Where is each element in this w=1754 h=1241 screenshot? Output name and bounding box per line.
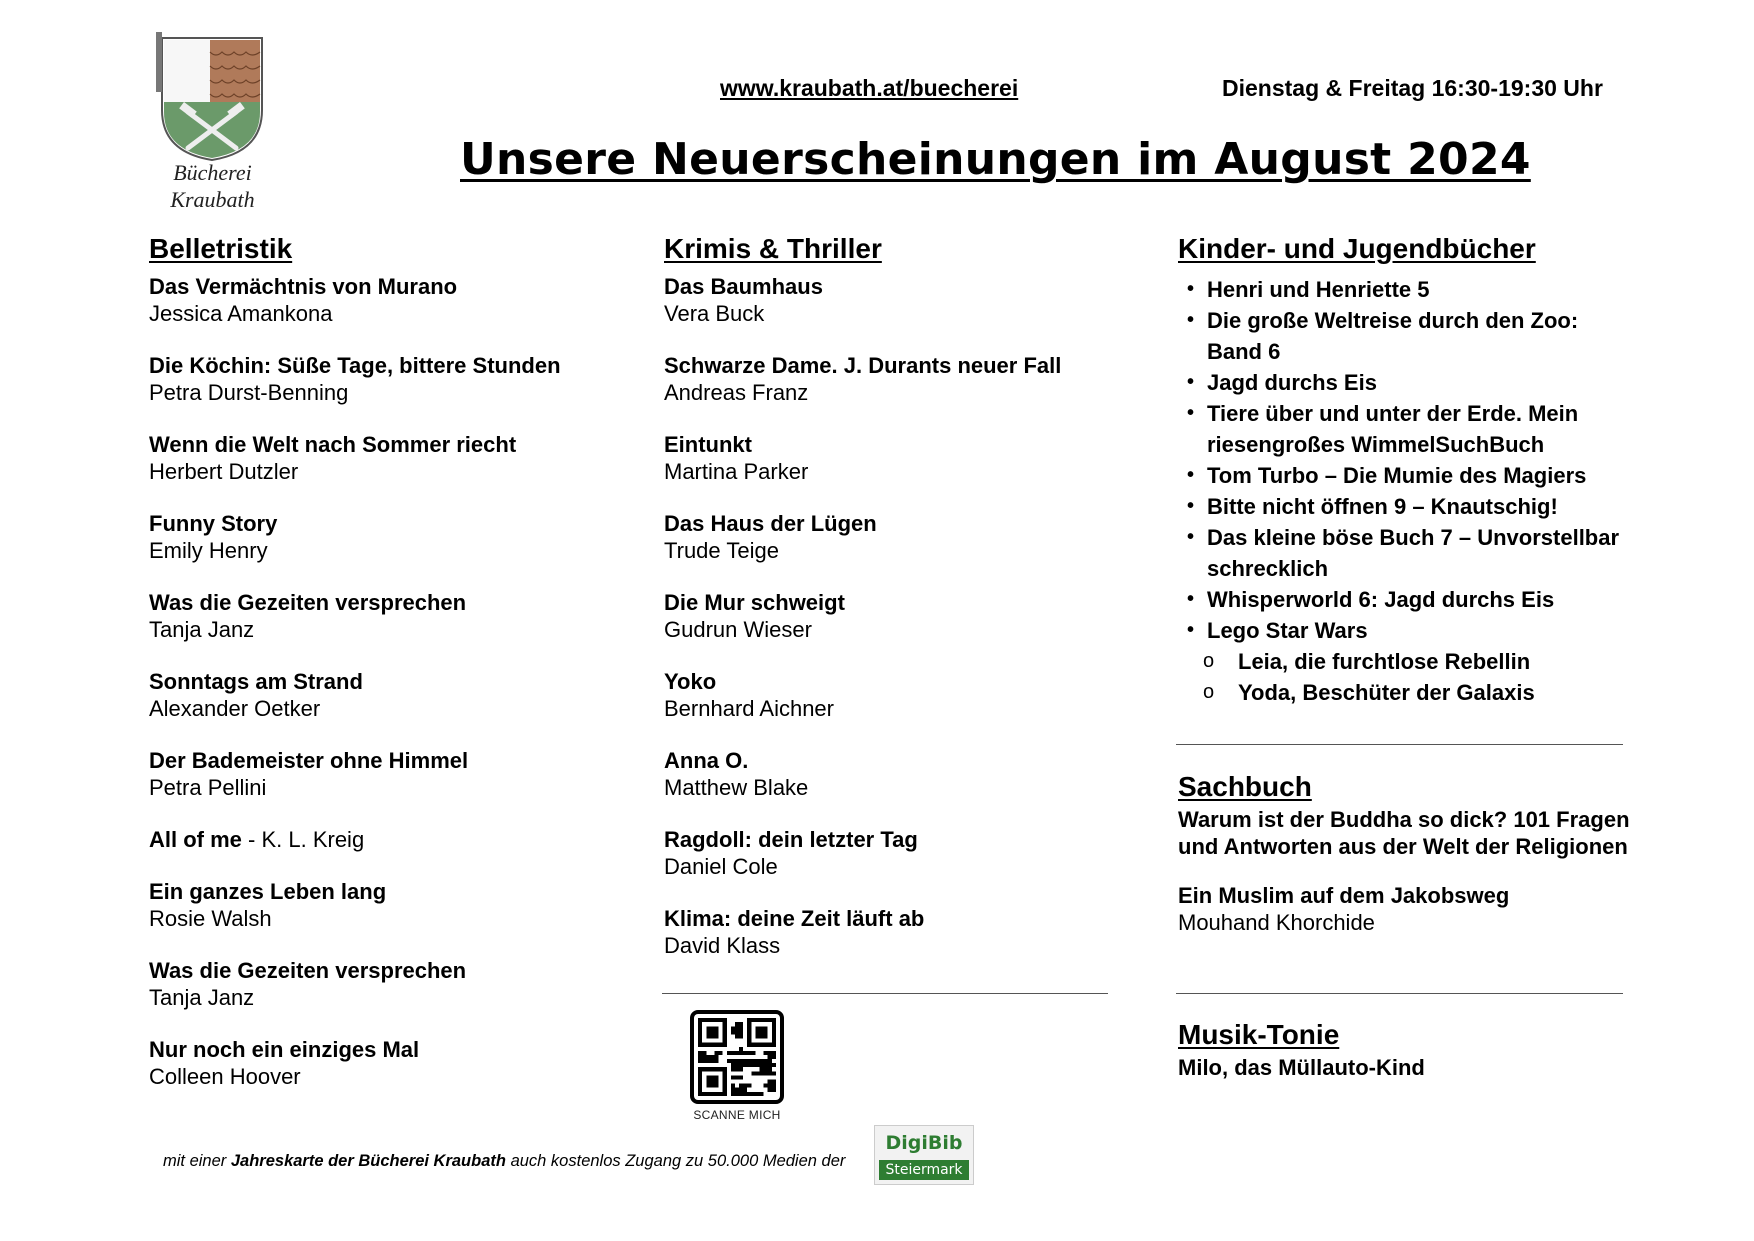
book-title-text: All of me bbox=[149, 827, 242, 852]
book-title: Sonntags am Strand bbox=[149, 669, 363, 694]
book-author: David Klass bbox=[664, 933, 781, 958]
book-author: Petra Durst-Benning bbox=[149, 380, 349, 405]
qr-caption: SCANNE MICH bbox=[693, 1108, 781, 1122]
section-krimis bbox=[664, 232, 1124, 985]
coat-of-arms-icon bbox=[150, 30, 275, 165]
book-title: Ein Muslim auf dem Jakobsweg bbox=[1178, 883, 1510, 908]
circle-bullet-icon: o bbox=[1203, 681, 1215, 703]
book-author: Trude Teige bbox=[664, 538, 779, 563]
book-entry bbox=[664, 827, 1124, 880]
footer-note bbox=[163, 1152, 845, 1171]
book-list bbox=[1178, 274, 1628, 708]
book-author: Tanja Janz bbox=[149, 617, 255, 642]
sub-list-item bbox=[1178, 646, 1628, 677]
book-entry bbox=[149, 958, 629, 1011]
book-entry bbox=[149, 590, 629, 643]
book-title: Schwarze Dame. J. Durants neuer Fall bbox=[664, 353, 1062, 378]
book-title: Das Vermächtnis von Murano bbox=[149, 274, 458, 299]
qr-code[interactable] bbox=[690, 1010, 784, 1104]
book-author: Matthew Blake bbox=[664, 775, 809, 800]
book-author: Herbert Dutzler bbox=[149, 459, 299, 484]
footer-text-after: auch kostenlos Zugang zu 50.000 Medien der bbox=[505, 1152, 846, 1170]
book-title: Ein ganzes Leben lang bbox=[149, 879, 387, 904]
list-item bbox=[1178, 491, 1628, 522]
sub-list-item bbox=[1178, 677, 1628, 708]
bullet-icon: • bbox=[1187, 495, 1195, 517]
book-entry bbox=[664, 669, 1124, 722]
book-title: Das Haus der Lügen bbox=[664, 511, 877, 536]
book-entry bbox=[149, 879, 629, 932]
book-title: Nur noch ein einziges Mal bbox=[149, 1037, 420, 1062]
book-entry bbox=[149, 827, 629, 853]
book-title: Klima: deine Zeit läuft ab bbox=[664, 906, 925, 931]
book-list bbox=[149, 274, 629, 1090]
book-author: Martina Parker bbox=[664, 459, 809, 484]
book-title: Der Bademeister ohne Himmel bbox=[149, 748, 469, 773]
section-kinder bbox=[1178, 232, 1628, 708]
book-entry bbox=[1178, 882, 1638, 936]
book-author: Jessica Amankona bbox=[149, 301, 333, 326]
bullet-icon: • bbox=[1187, 526, 1195, 548]
section-musik bbox=[1178, 1018, 1638, 1081]
divider bbox=[1176, 744, 1623, 745]
book-author: Andreas Franz bbox=[664, 380, 809, 405]
bullet-icon: • bbox=[1187, 402, 1195, 424]
list-item bbox=[1178, 522, 1628, 584]
section-sachbuch bbox=[1178, 770, 1638, 958]
book-title: Funny Story bbox=[149, 511, 278, 536]
section-heading: Musik-Tonie bbox=[1178, 1019, 1340, 1050]
book-title: Wenn die Welt nach Sommer riecht bbox=[149, 432, 517, 457]
book-entry bbox=[664, 511, 1124, 564]
book-entry bbox=[149, 1037, 629, 1090]
book-entry bbox=[664, 274, 1124, 327]
book-title: Whisperworld 6: Jagd durchs Eis bbox=[1207, 587, 1555, 612]
book-title: Ragdoll: dein letzter Tag bbox=[664, 827, 918, 852]
book-entry bbox=[149, 511, 629, 564]
list-item bbox=[1178, 460, 1628, 491]
website-link[interactable]: www.kraubath.at/buecherei bbox=[720, 75, 1019, 101]
book-title: Das Baumhaus bbox=[664, 274, 823, 299]
digibib-logo[interactable] bbox=[874, 1125, 974, 1185]
book-list bbox=[1178, 806, 1638, 936]
list-item bbox=[1178, 398, 1628, 460]
divider bbox=[1176, 993, 1623, 994]
sub-list bbox=[1178, 646, 1628, 708]
book-author: Mouhand Khorchide bbox=[1178, 910, 1375, 935]
book-title: Das kleine böse Buch 7 – Unvorstellbar schrecklich bbox=[1207, 525, 1620, 581]
book-entry bbox=[664, 906, 1124, 959]
book-title: Eintunkt bbox=[664, 432, 752, 457]
digibib-logo-text: DigiBib bbox=[885, 1132, 963, 1154]
footer-text-before: mit einer bbox=[163, 1152, 231, 1170]
section-heading: Sachbuch bbox=[1178, 771, 1312, 802]
book-title: Tiere über und unter der Erde. Mein riesengroßes WimmelSuchBuch bbox=[1207, 401, 1579, 457]
divider bbox=[662, 993, 1108, 994]
book-author: Petra Pellini bbox=[149, 775, 267, 800]
book-author: Bernhard Aichner bbox=[664, 696, 834, 721]
book-title: Milo, das Müllauto-Kind bbox=[1178, 1055, 1425, 1080]
book-author: Alexander Oetker bbox=[149, 696, 321, 721]
bullet-icon: • bbox=[1187, 619, 1195, 641]
bullet-icon: • bbox=[1187, 278, 1195, 300]
bullet-icon: • bbox=[1187, 371, 1195, 393]
bullet-icon: • bbox=[1187, 464, 1195, 486]
qr-code-icon bbox=[694, 1014, 780, 1100]
book-entry bbox=[1178, 806, 1638, 860]
book-author: Tanja Janz bbox=[149, 985, 255, 1010]
book-title: Jagd durchs Eis bbox=[1207, 370, 1377, 395]
circle-bullet-icon: o bbox=[1203, 650, 1215, 672]
book-entry bbox=[664, 353, 1124, 406]
list-item bbox=[1178, 367, 1628, 398]
book-title: Was die Gezeiten versprechen bbox=[149, 958, 467, 983]
book-entry bbox=[149, 274, 629, 327]
book-title: Leia, die furchtlose Rebellin bbox=[1238, 649, 1531, 674]
page-title: Unsere Neuerscheinungen im August 2024 bbox=[460, 134, 1531, 185]
book-title: Anna O. bbox=[664, 748, 749, 773]
library-logo bbox=[150, 30, 275, 215]
book-title: Warum ist der Buddha so dick? 101 Fragen und Antworten aus der Welt der Religionen bbox=[1178, 807, 1630, 859]
book-entry bbox=[149, 748, 629, 801]
book-entry bbox=[664, 432, 1124, 485]
book-list bbox=[664, 274, 1124, 959]
logo-text-line1: Bücherei bbox=[173, 160, 252, 185]
book-author: Vera Buck bbox=[664, 301, 765, 326]
book-entry bbox=[149, 432, 629, 485]
book-author: Colleen Hoover bbox=[149, 1064, 301, 1089]
book-entry bbox=[664, 590, 1124, 643]
book-title: Was die Gezeiten versprechen bbox=[149, 590, 467, 615]
book-title: Lego Star Wars bbox=[1207, 618, 1368, 643]
book-title: Yoda, Beschüter der Galaxis bbox=[1238, 680, 1535, 705]
footer-text-bold: Jahreskarte der Bücherei Kraubath bbox=[230, 1152, 506, 1170]
section-belletristik bbox=[149, 232, 629, 1116]
book-title: Bitte nicht öffnen 9 – Knautschig! bbox=[1207, 494, 1558, 519]
section-heading: Kinder- und Jugendbücher bbox=[1178, 233, 1536, 264]
digibib-logo-subtext: Steiermark bbox=[879, 1160, 969, 1180]
book-title: Die große Weltreise durch den Zoo: Band 6 bbox=[1207, 308, 1579, 364]
book-author: Daniel Cole bbox=[664, 854, 778, 879]
list-item bbox=[1178, 615, 1628, 646]
logo-text-line2: Kraubath bbox=[170, 187, 255, 212]
list-item bbox=[1178, 305, 1628, 367]
book-entry bbox=[149, 669, 629, 722]
book-title: Die Mur schweigt bbox=[664, 590, 845, 615]
book-author: Rosie Walsh bbox=[149, 906, 272, 931]
book-entry bbox=[664, 748, 1124, 801]
book-author: - K. L. Kreig bbox=[241, 827, 365, 852]
list-item bbox=[1178, 584, 1628, 615]
list-item bbox=[1178, 274, 1628, 305]
book-title: Tom Turbo – Die Mumie des Magiers bbox=[1207, 463, 1587, 488]
book-title: Yoko bbox=[664, 669, 717, 694]
book-author: Emily Henry bbox=[149, 538, 268, 563]
section-heading: Belletristik bbox=[149, 233, 293, 264]
book-entry bbox=[149, 353, 629, 406]
book-author: Gudrun Wieser bbox=[664, 617, 812, 642]
book-title bbox=[149, 827, 629, 853]
bullet-icon: • bbox=[1187, 309, 1195, 331]
bullet-icon: • bbox=[1187, 588, 1195, 610]
section-heading: Krimis & Thriller bbox=[664, 233, 882, 264]
book-title: Die Köchin: Süße Tage, bittere Stunden bbox=[149, 353, 561, 378]
book-title: Henri und Henriette 5 bbox=[1207, 277, 1430, 302]
opening-hours: Dienstag & Freitag 16:30-19:30 Uhr bbox=[1222, 75, 1603, 101]
